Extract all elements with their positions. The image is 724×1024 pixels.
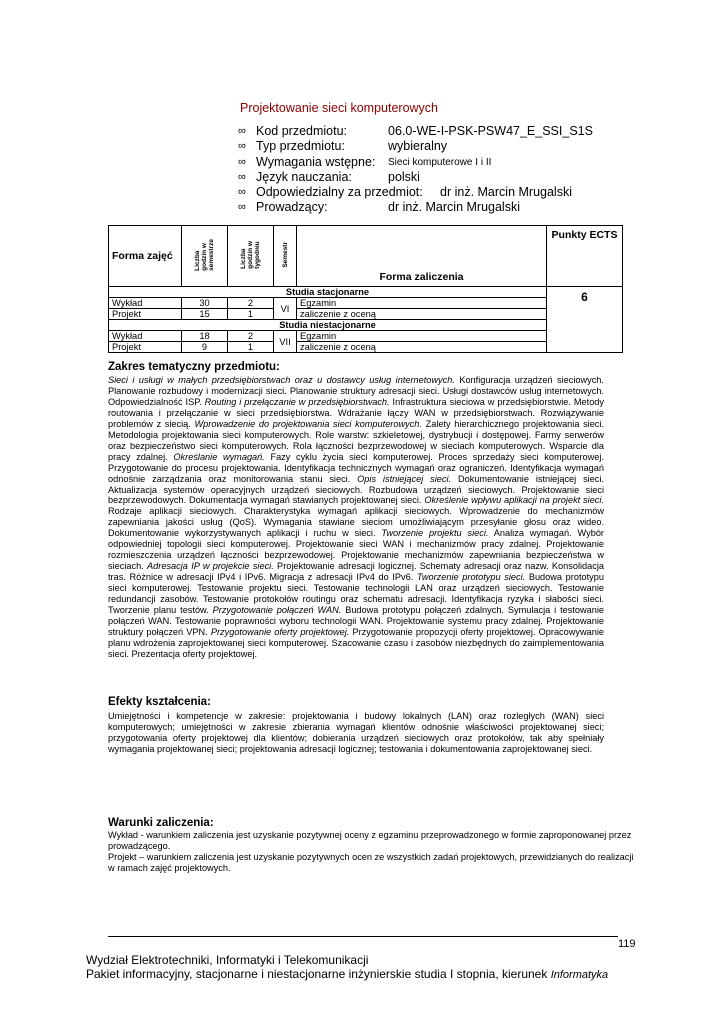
cell-forma: Projekt — [109, 309, 182, 320]
meta-value: wybieralny — [388, 139, 448, 154]
meta-value: polski — [388, 169, 420, 184]
zakres-topic-italic: Określenie wpływu aplikacji na projekt sieci. — [424, 495, 604, 506]
zakres-topic-italic: Tworzenie prototypu sieci. — [416, 572, 526, 583]
meta-label: Język nauczania: — [256, 169, 352, 184]
zakres-topic-text: Fazy cyklu życia sieci komputerowej. Proces sprzedaży sieci komputerowej. Przygotowanie do procesu projektowania. Identyfikacja technicznych wymagań oraz ograniczeń. Identyfikacja wymagań odnośnie zarządzania oraz monitorowania stanu sieci. — [108, 451, 604, 484]
header-semester: Semestr — [281, 242, 289, 268]
warunki-p1: Wykład - warunkiem zaliczenia jest uzyskanie pozytywnej oceny z egzaminu przeprowadzonego w formie zaproponowanej przez prowadzącego. — [108, 830, 632, 851]
meta-label: Prowadzący: — [256, 200, 328, 215]
table-row — [109, 309, 623, 320]
cell-hours-week: 2 — [228, 298, 274, 309]
page-number: 119 — [618, 938, 636, 950]
meta-row-code — [238, 124, 638, 139]
efekty-heading: Efekty kształcenia: — [108, 696, 211, 708]
cell-hours-semester: 30 — [182, 298, 228, 309]
course-meta-list — [238, 124, 638, 216]
cell-forma: Wykład — [109, 331, 182, 342]
meta-row-language — [238, 170, 638, 185]
bullet-icon: ∞ — [238, 155, 246, 168]
ects-value: 6 — [547, 287, 623, 353]
zakres-heading: Zakres tematyczny przedmiotu: — [108, 361, 280, 373]
zakres-topic-text: Analiza wymagań. Wybór odpowiedniej topologii sieci komputerowej. Projektowanie sieci WAN i mechanizmów pracy zdalnej. Projektowanie rozmieszczenia urządzeń łączności bezprzewodowej. Projektowanie mechanizmów zapewniania bezpieczeństwa w sieciach. — [108, 528, 604, 572]
bullet-icon: ∞ — [238, 140, 246, 153]
zakres-topic-text: Rodzaje aplikacji sieciowych. Charakterystyka wymagań aplikacji sieciowych. Wprowadzenie do mechanizmów zapewniania jakości usług (QoS). Wymagania stawiane sieciom umożliwiającym przesyłanie głosu oraz wideo. Dokumentowanie wykorzystywanych aplikacji i ruchu w sieci. — [108, 506, 604, 539]
zakres-topic-italic: Sieci i usługi w małych przedsiębiorstwach oraz u dostawcy usług internetowych. — [108, 375, 455, 385]
cell-zaliczenie: zaliczenie z oceną — [297, 309, 547, 320]
cell-zaliczenie: Egzamin — [297, 331, 547, 342]
efekty-text: Umiejętności i kompetencje w zakresie: projektowania i budowy lokalnych (LAN) oraz rozległych (WAN) sieci komputerowych; umiejętności w zakresie zbierania wymagań klientów odnośnie właściwości projektowanej sieci; przygotowania oferty projektowej dla klientów; dobierania urządzeń sieciowych oraz protokołów, tak aby spełniały wymagania projektowanej sieci; projektowania adresacji logicznej; testowania i dokumentowania zaprojektowanej sieci. — [108, 711, 604, 754]
zakres-text — [108, 375, 604, 660]
footer-program-text: Pakiet informacyjny, stacjonarne i niestacjonarne inżynierskie studia I stopnia, kierunek — [86, 967, 551, 981]
meta-row-lecturer — [238, 200, 638, 215]
meta-label: Odpowiedzialny za przedmiot: — [256, 185, 423, 200]
bullet-icon: ∞ — [238, 170, 246, 183]
zakres-topic-italic: Przygotowanie oferty projektowej. — [210, 626, 350, 637]
meta-row-prerequisites — [238, 155, 638, 170]
section-stacjonarne: Studia stacjonarne — [109, 287, 547, 298]
meta-value: dr inż. Marcin Mrugalski — [388, 200, 520, 215]
warunki-heading: Warunki zaliczenia: — [108, 817, 214, 829]
cell-zaliczenie: Egzamin — [297, 298, 547, 309]
header-hours-week: Liczba godzin w tygodniu — [240, 241, 261, 269]
cell-hours-week: 1 — [228, 309, 274, 320]
table-row — [109, 298, 623, 309]
zakres-topic-italic: Określanie wymagań. — [173, 451, 265, 462]
warunki-p2: Projekt – warunkiem zaliczenia jest uzyskanie pozytywnych ocen ze wszystkich zadań projektowych, przewidzianych do realizacji w ramach zajęć projektowych. — [108, 852, 634, 873]
footer-divider — [108, 936, 618, 937]
cell-hours-semester: 15 — [182, 309, 228, 320]
meta-label: Typ przedmiotu: — [256, 139, 345, 154]
bullet-icon: ∞ — [238, 125, 246, 137]
bullet-icon: ∞ — [238, 201, 246, 214]
table-row — [109, 331, 623, 342]
zakres-topic-text: Zalety hierarchicznego projektowania sieci. Metodologia projektowania sieci komputerowych. Role warstw: szkieletowej, dystrybucji i dostępowej. Farmy serwerów oraz bezpieczeństwo sieci komputerowych. Rola łączności bezprzewodowej w sieciach komputerowych. Wsparcie dla pracy zdalnej. — [108, 418, 604, 462]
footer-faculty: Wydział Elektrotechniki, Informatyki i Telekomunikacji — [86, 953, 369, 967]
cell-hours-week: 2 — [228, 331, 274, 342]
zakres-topic-italic: Routing i przełączanie w przedsiębiorstwach. — [204, 396, 390, 407]
footer-program-field: Informatyka — [550, 969, 609, 981]
zakres-topic-italic: Adresacja IP w projekcie sieci. — [147, 561, 274, 572]
zakres-topic-italic: Przygotowanie połączeń WAN. — [212, 605, 342, 616]
header-forma-zaliczenia: Forma zaliczenia — [297, 226, 547, 287]
cell-semester: VII — [274, 331, 297, 353]
footer-program — [86, 967, 608, 981]
cell-forma: Projekt — [109, 342, 182, 353]
zakres-topic-text: Budowa prototypu sieci komputerowej. Testowanie projektu sieci. Testowanie technologii LAN oraz urządzeń sieciowych. Testowanie redundancji zasobów. Testowanie protokołów routingu oraz schematu adresacji. Identyfikacja ryzyka i słabości sieci. Tworzenie planu testów. — [108, 572, 604, 616]
cell-zaliczenie: zaliczenie z oceną — [297, 342, 547, 353]
meta-row-responsible — [238, 185, 638, 200]
meta-label: Wymagania wstępne: — [256, 154, 376, 169]
zakres-topic-text: Infrastruktura sieciowa w przedsiębiorstwie. Metody routowania i przełączanie w sieci przedsiębiorstwa. Wdrażanie łączy WAN w przedsiębiorstwach. Rozwiązywanie problemów z siecią. — [108, 396, 605, 429]
meta-label: Kod przedmiotu: — [256, 124, 348, 138]
cell-hours-semester: 18 — [182, 331, 228, 342]
zakres-topic-text: Konfiguracja urządzeń sieciowych. Planowanie rozbudowy i modernizacji sieci. Planowanie struktury adresacji sieci. Usługi dostawców usług internetowych. Odpowiedzialność ISP. — [108, 375, 604, 407]
course-title: Projektowanie sieci komputerowych — [240, 101, 439, 115]
table-row — [109, 342, 623, 353]
zakres-topic-text: Budowa prototypu połączeń zdalnych. Symulacja i testowanie połączeń WAN. Testowanie poprawności wyboru technologii WAN. Projektowanie systemu pracy zdalnej. Projektowanie struktury połączeń VPN. — [108, 605, 605, 637]
bullet-icon: ∞ — [238, 186, 246, 199]
header-forma: Forma zajęć — [109, 226, 182, 287]
zakres-topic-text: Dokumentowanie istniejącej sieci. Aktualizacja systemów operacyjnych urządzeń sieciowych. Rozbudowa urządzeń sieciowych. Projektowanie sieci bezprzewodowych. Dokumentacja wymagań stawianych projektowanej sieci. — [108, 473, 604, 506]
zakres-topic-italic: Tworzenie projektu sieci. — [381, 528, 489, 539]
section-niestacjonarne: Studia niestacjonarne — [109, 320, 547, 331]
course-hours-table — [108, 225, 623, 353]
meta-value: dr inż. Marcin Mrugalski — [440, 185, 572, 200]
header-ects: Punkty ECTS — [547, 226, 623, 287]
meta-value: Sieci komputerowe I i II — [388, 156, 492, 168]
zakres-topic-italic: Wprowadzenie do projektowania sieci komputerowych. — [194, 418, 422, 429]
cell-semester: VI — [274, 298, 297, 320]
zakres-topic-text: Przygotowanie propozycji oferty projektowej. Opracowywanie planu wdrożenia zaprojektowanej sieci komputerowej. Szacowanie czasu i zasobów niezbędnych do zaimplementowania sieci. Prezentacja oferty projektowej. — [108, 626, 604, 659]
zakres-topic-italic: Opis istniejącej sieci. — [357, 473, 452, 484]
meta-row-type — [238, 139, 638, 154]
cell-forma: Wykład — [109, 298, 182, 309]
cell-hours-week: 1 — [228, 342, 274, 353]
cell-hours-semester: 9 — [182, 342, 228, 353]
zakres-topic-text: Projektowanie adresacji logicznej. Schematy adresacji oraz nazw. Konsolidacja tras. Różnice w adresacji IPv4 i IPv6. Migracja z adresacji IPv4 do IPv6. — [108, 561, 604, 583]
meta-value: 06.0-WE-I-PSK-PSW47_E_SSI_S1S — [388, 124, 593, 138]
header-hours-semester: Liczba godzin w semestrze — [194, 239, 215, 271]
